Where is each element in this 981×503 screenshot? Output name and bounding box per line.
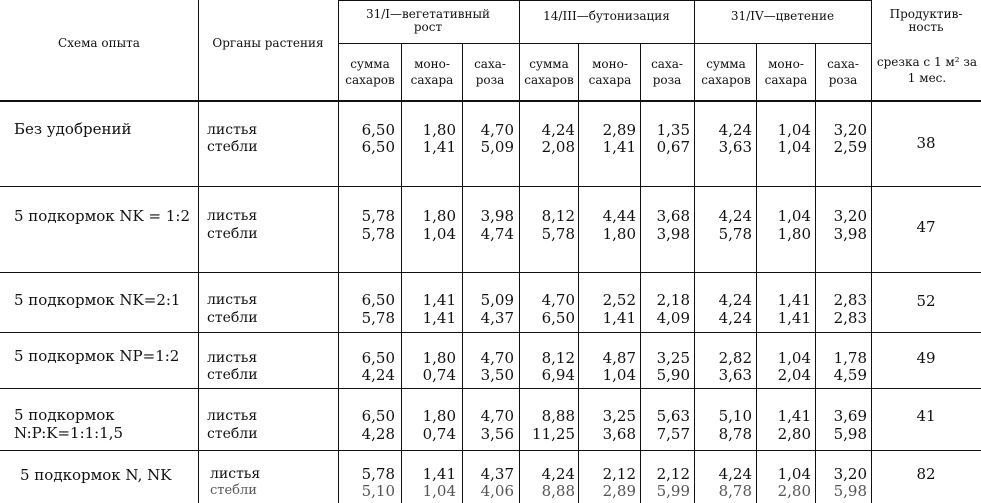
organ-cell: листья [207,208,258,224]
header-productivity: Продуктив-ность [889,7,963,34]
body-vline [338,100,339,503]
value-cell: 4,24 [718,121,752,139]
value-cell: 5,78 [718,225,752,243]
value-cell: 1,04 [777,349,811,367]
value-cell: 1,41 [422,465,456,483]
body-vline [401,100,402,503]
value-cell: 4,70 [480,349,514,367]
value-cell: 3,20 [833,121,867,139]
value-cell: 1,04 [422,225,456,243]
organ-cell: листья [210,466,261,482]
value-cell: 4,24 [718,291,752,309]
value-cell: 3,25 [602,407,636,425]
value-cell: 1,80 [422,207,456,225]
value-cell: 1,41 [422,309,456,327]
organ-cell: стебли [207,367,258,383]
sub-prod: срезка с 1 м² за 1 мес. [876,55,978,85]
value-cell: 6,50 [541,309,575,327]
productivity-value: 41 [916,407,936,425]
value-cell: 2,12 [602,465,636,483]
value-cell: 2,52 [602,291,636,309]
value-cell: 1,04 [777,207,811,225]
value-cell: 4,24 [718,465,752,483]
organ-cell: стебли [207,310,258,326]
hdr-vline [871,0,872,100]
value-cell: 5,98 [833,482,867,500]
value-cell: 4,24 [541,465,575,483]
hdr-vline [462,43,463,100]
value-cell: 3,98 [833,225,867,243]
sub-sucrose: саха-роза [474,57,506,87]
sub-mono: моно-сахара [410,57,454,87]
scheme-cell: 5 подкормок N, NK [20,466,172,484]
value-cell: 1,41 [777,407,811,425]
value-cell: 2,89 [602,121,636,139]
value-cell: 6,50 [361,121,395,139]
value-cell: 2,80 [777,425,811,443]
value-cell: 1,80 [602,225,636,243]
row-separator [0,332,981,333]
value-cell: 6,50 [361,407,395,425]
organ-cell: стебли [207,226,258,242]
header-period1: 31/I—вегетативный рост [365,7,491,34]
organ-cell: листья [207,408,258,424]
value-cell: 5,98 [833,425,867,443]
organ-cell: листья [207,350,258,366]
value-cell: 4,28 [361,425,395,443]
header-organs: Органы растения [212,36,324,50]
body-vline [640,100,641,503]
value-cell: 1,35 [656,121,690,139]
hdr-vline [640,43,641,100]
body-vline [694,100,695,503]
body-vline [519,100,520,503]
productivity-value: 47 [916,218,936,236]
value-cell: 2,08 [541,138,575,156]
value-cell: 1,80 [422,407,456,425]
value-cell: 2,12 [656,465,690,483]
value-cell: 6,50 [361,349,395,367]
hdr-vline [578,43,579,100]
organ-cell: стебли [207,426,258,442]
value-cell: 1,41 [602,138,636,156]
value-cell: 2,80 [777,482,811,500]
row-separator [0,450,981,451]
sub-sum: сумма сахаров [345,57,395,87]
body-vline [198,100,199,503]
value-cell: 8,78 [718,482,752,500]
value-cell: 2,18 [656,291,690,309]
value-cell: 3,68 [656,207,690,225]
value-cell: 8,12 [541,207,575,225]
scheme-cell: Без удобрений [14,120,132,138]
value-cell: 6,50 [361,138,395,156]
value-cell: 0,74 [422,366,456,384]
sub-mono: моно-сахара [764,57,808,87]
sub-sucrose: саха-роза [827,57,859,87]
value-cell: 1,04 [602,366,636,384]
organ-cell: листья [207,292,258,308]
value-cell: 1,78 [833,349,867,367]
value-cell: 1,80 [422,121,456,139]
productivity-value: 82 [916,465,936,483]
value-cell: 7,57 [656,425,690,443]
row-separator [0,272,981,273]
value-cell: 0,67 [656,138,690,156]
value-cell: 5,90 [656,366,690,384]
value-cell: 8,88 [541,482,575,500]
value-cell: 4,70 [480,407,514,425]
value-cell: 4,24 [718,207,752,225]
value-cell: 6,50 [361,291,395,309]
value-cell: 1,04 [777,138,811,156]
value-cell: 8,88 [541,407,575,425]
value-cell: 5,78 [361,207,395,225]
productivity-value: 52 [916,292,936,310]
value-cell: 2,89 [602,482,636,500]
value-cell: 4,74 [480,225,514,243]
value-cell: 1,04 [422,482,456,500]
value-cell: 1,41 [422,291,456,309]
organ-cell: стебли [207,139,258,155]
value-cell: 2,59 [833,138,867,156]
value-cell: 3,98 [656,225,690,243]
sub-sucrose: саха-роза [651,57,683,87]
header-mid-rule [338,43,871,44]
body-vline [815,100,816,503]
value-cell: 4,09 [656,309,690,327]
value-cell: 4,70 [541,291,575,309]
header-period3: 31/IV—цветение [730,9,835,23]
value-cell: 6,94 [541,366,575,384]
value-cell: 8,12 [541,349,575,367]
scheme-cell-line2: N:P:K=1:1:1,5 [14,424,124,442]
row-separator [0,388,981,389]
value-cell: 11,25 [532,425,575,443]
value-cell: 3,20 [833,207,867,225]
value-cell: 2,83 [833,309,867,327]
value-cell: 5,09 [480,138,514,156]
body-vline [578,100,579,503]
value-cell: 5,99 [656,482,690,500]
value-cell: 3,98 [480,207,514,225]
value-cell: 3,20 [833,465,867,483]
value-cell: 5,10 [718,407,752,425]
header-bottom-rule [0,100,981,102]
value-cell: 5,78 [361,309,395,327]
value-cell: 2,83 [833,291,867,309]
value-cell: 5,09 [480,291,514,309]
productivity-value: 49 [916,349,936,367]
scheme-cell: 5 подкормок NP=1:2 [14,347,180,365]
value-cell: 1,41 [422,138,456,156]
value-cell: 2,82 [718,349,752,367]
row-separator [0,186,981,187]
value-cell: 0,74 [422,425,456,443]
value-cell: 5,10 [361,482,395,500]
value-cell: 5,78 [541,225,575,243]
value-cell: 4,37 [480,465,514,483]
value-cell: 1,41 [602,309,636,327]
hdr-vline [198,0,199,100]
value-cell: 3,25 [656,349,690,367]
value-cell: 3,50 [480,366,514,384]
value-cell: 4,24 [718,309,752,327]
value-cell: 4,87 [602,349,636,367]
value-cell: 5,63 [656,407,690,425]
organ-cell: стебли [210,483,257,498]
value-cell: 4,44 [602,207,636,225]
value-cell: 1,80 [422,349,456,367]
value-cell: 1,41 [777,309,811,327]
body-vline [462,100,463,503]
value-cell: 1,80 [777,225,811,243]
value-cell: 5,78 [361,225,395,243]
value-cell: 1,04 [777,121,811,139]
value-cell: 3,63 [718,366,752,384]
value-cell: 5,78 [361,465,395,483]
sub-sum: сумма сахаров [524,57,574,87]
sub-mono: моно-сахара [588,57,632,87]
organ-cell: листья [207,122,258,138]
value-cell: 2,04 [777,366,811,384]
value-cell: 4,24 [361,366,395,384]
header-scheme: Схема опыта [58,36,140,50]
value-cell: 4,06 [480,482,514,500]
header-period2: 14/III—бутонизация [543,9,670,23]
hdr-vline [338,0,339,100]
value-cell: 3,69 [833,407,867,425]
productivity-value: 38 [916,134,936,152]
value-cell: 4,37 [480,309,514,327]
header-top-rule [338,0,871,1]
value-cell: 3,68 [602,425,636,443]
scheme-cell: 5 подкормок NK=2:1 [14,291,181,309]
value-cell: 4,70 [480,121,514,139]
value-cell: 3,63 [718,138,752,156]
value-cell: 4,24 [541,121,575,139]
hdr-vline [815,43,816,100]
value-cell: 1,41 [777,291,811,309]
value-cell: 3,56 [480,425,514,443]
value-cell: 8,78 [718,425,752,443]
value-cell: 4,59 [833,366,867,384]
scheme-cell: 5 подкормок [14,406,115,424]
scheme-cell: 5 подкормок NK = 1:2 [14,207,191,225]
sub-sum: сумма сахаров [701,57,751,87]
body-vline [756,100,757,503]
value-cell: 1,04 [777,465,811,483]
